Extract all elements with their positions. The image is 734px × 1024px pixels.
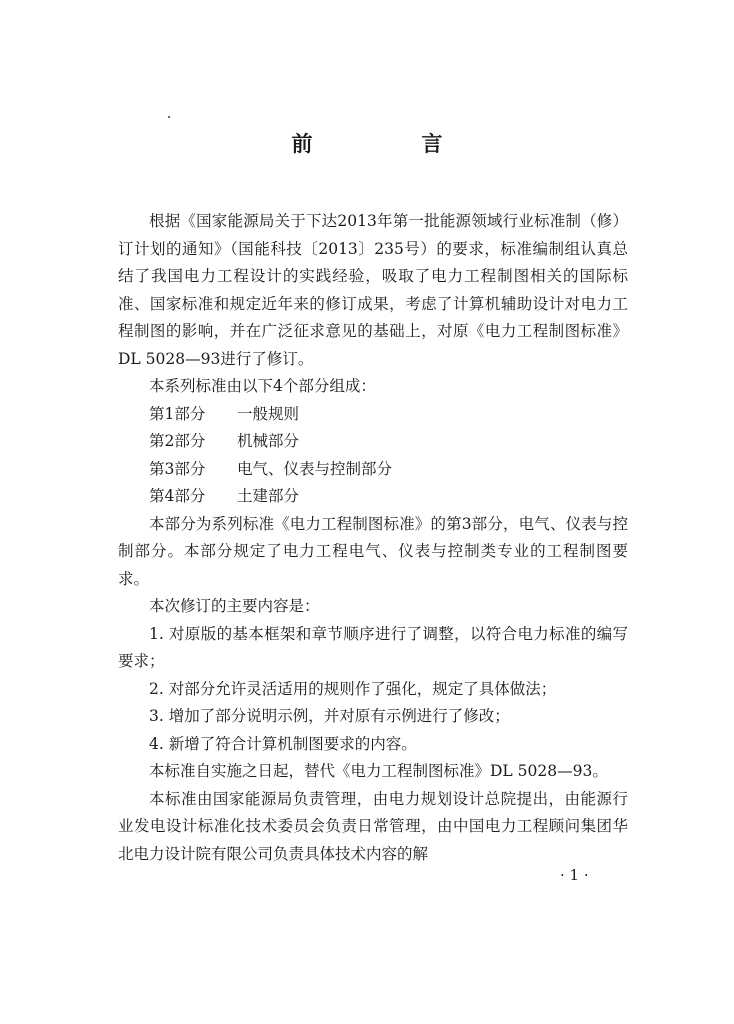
page-number: · 1 ·: [560, 866, 589, 884]
revision-item: 3. 增加了部分说明示例，并对原有示例进行了修改；: [149, 707, 510, 725]
page-title: 前 言: [291, 131, 487, 156]
part-item: [118, 428, 628, 456]
paragraph-basis: 根据《国家能源局关于下达2013年第一批能源领域行业标准制（修）订计划的通知》（国能科技〔2013〕235号）的要求，标准编制组认真总结了我国电力工程设计的实践经验，吸取了电力工程制图相关的国际标准、国家标准和规定近年来的修订成果，考虑了计算机辅助设计对电力工程制图的影响，并在广泛征求意见的基础上，对原《电力工程制图标准》DL 5028—93进行了修订。: [118, 212, 628, 368]
paragraph-revision-intro: 本次修订的主要内容是：: [149, 597, 320, 615]
revision-item: 2. 对部分允许灵活适用的规则作了强化，规定了具体做法；: [149, 679, 557, 698]
part-number: 第2部分: [149, 432, 206, 450]
paragraph-series-intro: 本系列标准由以下4个部分组成：: [149, 377, 376, 395]
part-number: 第4部分: [149, 487, 206, 505]
part-item: [118, 456, 628, 484]
part-number: 第3部分: [149, 459, 206, 478]
paragraph-management: 本标准由国家能源局负责管理，由电力规划设计总院提出，由能源行业发电设计标准化技术委员会负责日常管理，由中国电力工程顾问集团华北电力设计院有限公司负责具体技术内容的解: [118, 789, 628, 863]
part-name: 电气、仪表与控制部分: [237, 459, 393, 478]
part-item: [118, 401, 628, 429]
paragraph-replacement: 本标准自实施之日起，替代《电力工程制图标准》DL 5028—93。: [149, 762, 608, 780]
part-name: 机械部分: [237, 432, 300, 450]
part-name: 土建部分: [237, 487, 300, 505]
part-name: 一般规则: [237, 404, 300, 423]
revision-item: 1. 对原版的基本框架和章节顺序进行了调整，以符合电力标准的编写要求；: [118, 624, 628, 670]
scan-speck: [168, 116, 170, 118]
revision-item: 4. 新增了符合计算机制图要求的内容。: [149, 734, 417, 753]
part-item: [118, 483, 628, 511]
paragraph-scope: 本部分为系列标准《电力工程制图标准》的第3部分，电气、仪表与控制部分。本部分规定了电力工程电气、仪表与控制类专业的工程制图要求。: [118, 514, 628, 588]
preface-body: [118, 208, 628, 868]
part-number: 第1部分: [149, 404, 206, 423]
